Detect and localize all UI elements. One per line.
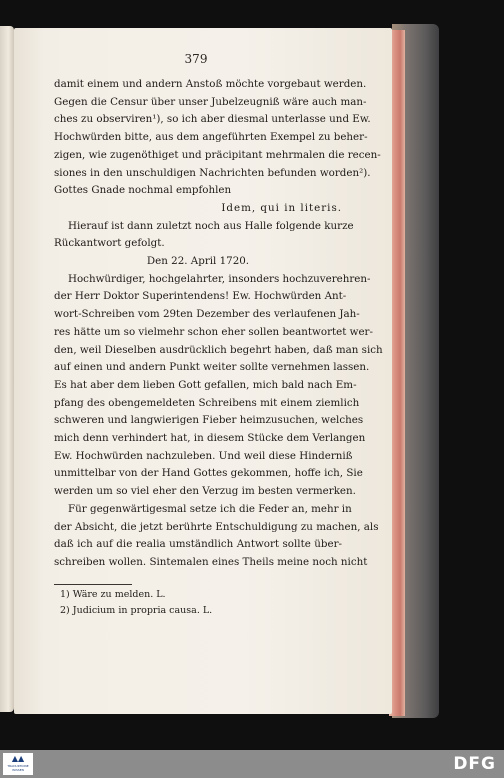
text-line: Hochwürdiger, hochgelahrter, insonders hochzuverehren-	[68, 272, 371, 285]
text-line: damit einem und andern Anstoß möchte vorgebaut werden.	[54, 78, 367, 90]
text-line: schweren und langwierigen Fieber heimzusuchen, welches	[54, 414, 364, 427]
text-line: res hätte um so vielmehr schon eher sollen beantwortet wer-	[54, 325, 373, 338]
institution-logo[interactable]	[3, 753, 33, 775]
text-line: Ew. Hochwürden nachzuleben. Und weil diese Hinderniß	[54, 449, 353, 462]
text-line: Hierauf ist dann zuletzt noch aus Halle folgende kurze	[68, 219, 354, 232]
text-line: daß ich auf die realia umständlich Antwort sollte über-	[54, 538, 342, 551]
text-line: unmittelbar von der Hand Gottes gekommen, hoffe ich, Sie	[54, 467, 363, 480]
viewer-footer-bar	[0, 750, 504, 778]
footnotes	[60, 587, 212, 619]
text-line: Gegen die Censur über unser Jubelzeugniß wäre auch man-	[54, 95, 367, 108]
letter-date: Den 22. April 1720.	[146, 255, 250, 268]
text-line: Für gegenwärtigesmal setze ich die Feder an, mehr in	[68, 502, 352, 515]
text-line: den, weil Dieselben ausdrücklich begehrt haben, daß man sich	[54, 343, 383, 356]
page-number: 379	[184, 52, 208, 66]
text-line: Gottes Gnade nochmal empfohlen	[54, 184, 232, 197]
previous-page-edge	[0, 26, 14, 712]
body-text	[54, 76, 383, 572]
text-line: Hochwürden bitte, aus dem angeführten Exempel zu beher-	[54, 131, 368, 144]
text-line: auf einen und andern Punkt weiter sollte vernehmen lassen.	[54, 361, 370, 374]
text-line: Es hat aber dem lieben Gott gefallen, mich bald nach Em-	[54, 378, 357, 391]
closing-signature: Idem, qui in literis.	[221, 201, 342, 214]
text-line: ches zu observiren¹), so ich aber diesmal unterlasse und Ew.	[54, 113, 371, 126]
text-line: pfang des obengemeldeten Schreibens mit einem ziemlich	[54, 396, 360, 409]
logo-icon: ▲▲	[11, 754, 25, 763]
text-line: schreiben wollen. Sintemalen eines Theils meine noch nicht	[54, 555, 368, 568]
text-line: mich denn verhindert hat, in diesem Stücke dem Verlangen	[54, 432, 366, 445]
text-line: siones in den unschuldigen Nachrichten befunden worden²).	[54, 166, 371, 179]
footnote: 1) Wäre zu melden. L.	[60, 589, 166, 600]
footnote-rule	[54, 584, 132, 585]
text-line: der Absicht, die jetzt berührte Entschuldigung zu machen, als	[54, 520, 379, 533]
text-line: Rückantwort gefolgt.	[54, 237, 165, 250]
text-line: werden um so viel eher den Verzug im besten vermerken.	[54, 485, 356, 498]
text-line: der Herr Doktor Superintendens! Ew. Hochwürden Ant-	[54, 290, 347, 303]
text-line: wort-Schreiben vom 29ten Dezember des verlaufenen Jah-	[54, 308, 360, 321]
logo-text: TRADUKTIONE WISSEN	[7, 764, 29, 772]
text-line: zigen, wie zugenöthiget und präcipitant mehrmalen die recen-	[54, 148, 381, 161]
dfg-logo[interactable]: DFG	[453, 754, 496, 774]
footnote: 2) Judicium in propria causa. L.	[60, 605, 213, 616]
